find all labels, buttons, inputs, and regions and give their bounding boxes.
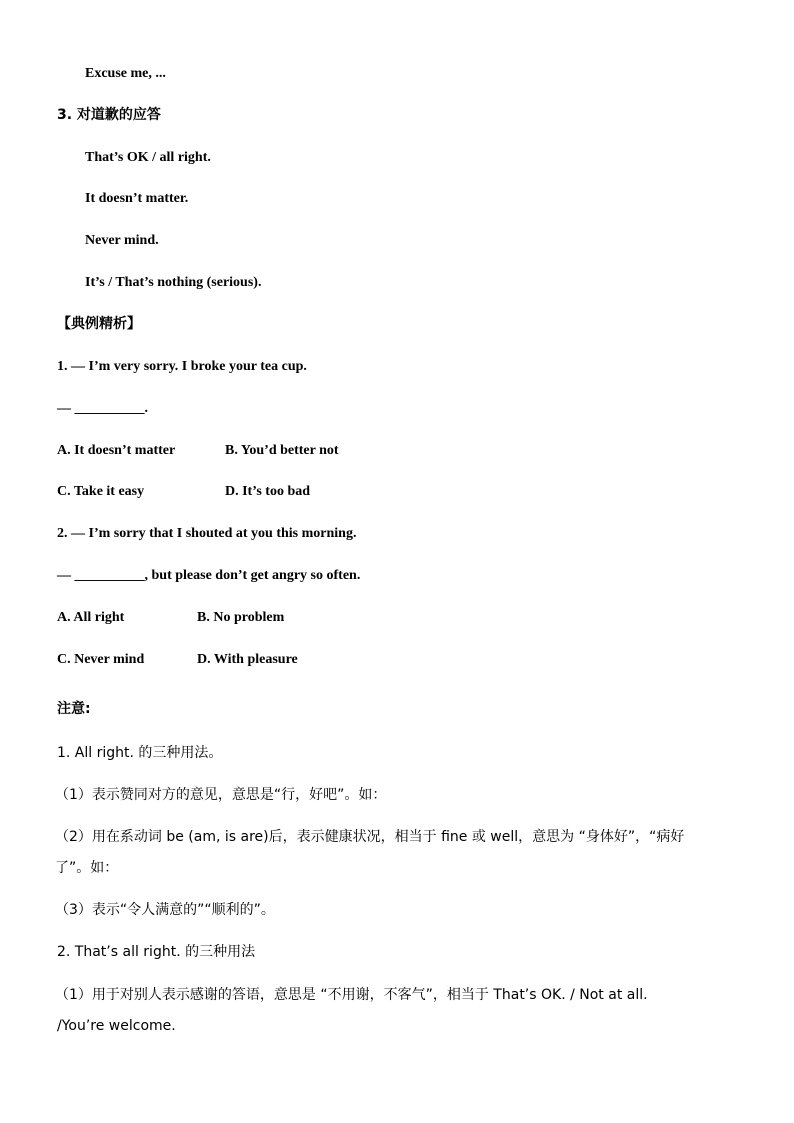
- q2-option-a: A. All right: [57, 610, 125, 625]
- note-1-usage-3: （3）表示“令人满意的”“顺利的”。: [55, 902, 275, 918]
- note-1-usage-1: （1）表示赞同对方的意见，意思是“行，好吧”。如：: [55, 787, 387, 803]
- reply-never-mind: Never mind.: [85, 233, 159, 248]
- question-1: 1. — I’m very sorry. I broke your tea cup.: [57, 359, 307, 374]
- note-heading: 注意:: [57, 701, 91, 717]
- question-1-blank: — __________.: [57, 401, 148, 416]
- note-1-usage-2-cont: 了”。如：: [55, 860, 119, 876]
- reply-doesnt-matter: It doesn’t matter.: [85, 191, 189, 206]
- q1-option-a: A. It doesn’t matter: [57, 443, 176, 458]
- q2-option-b: B. No problem: [197, 610, 285, 625]
- q2-option-c: C. Never mind: [57, 652, 145, 667]
- question-2-blank: — __________, but please don’t get angry so often.: [57, 568, 361, 583]
- q1-option-d: D. It’s too bad: [225, 484, 311, 499]
- note-2-title: 2. That’s all right. 的三种用法: [57, 944, 256, 960]
- q1-option-b: B. You’d better not: [225, 443, 339, 458]
- reply-thats-ok: That’s OK / all right.: [85, 150, 211, 165]
- examples-heading: 【典例精析】: [57, 316, 141, 332]
- q2-option-d: D. With pleasure: [197, 652, 298, 667]
- reply-nothing-serious: It’s / That’s nothing (serious).: [85, 275, 262, 290]
- question-2: 2. — I’m sorry that I shouted at you this morning.: [57, 526, 357, 541]
- note-2-usage-1-cont: /You’re welcome.: [57, 1018, 176, 1034]
- q1-option-c: C. Take it easy: [57, 484, 145, 499]
- note-1-usage-2: （2）用在系动词 be (am, is are)后，表示健康状况，相当于 fine 或 well，意思为 “身体好”，“病好: [55, 829, 685, 845]
- section-3-heading: 3. 对道歉的应答: [57, 107, 161, 123]
- note-1-title: 1. All right. 的三种用法。: [57, 745, 223, 761]
- excuse-me-line: Excuse me, ...: [85, 66, 166, 81]
- note-2-usage-1: （1）用于对别人表示感谢的答语，意思是 “不用谢，不客气”，相当于 That’s OK. / Not at all.: [55, 987, 648, 1003]
